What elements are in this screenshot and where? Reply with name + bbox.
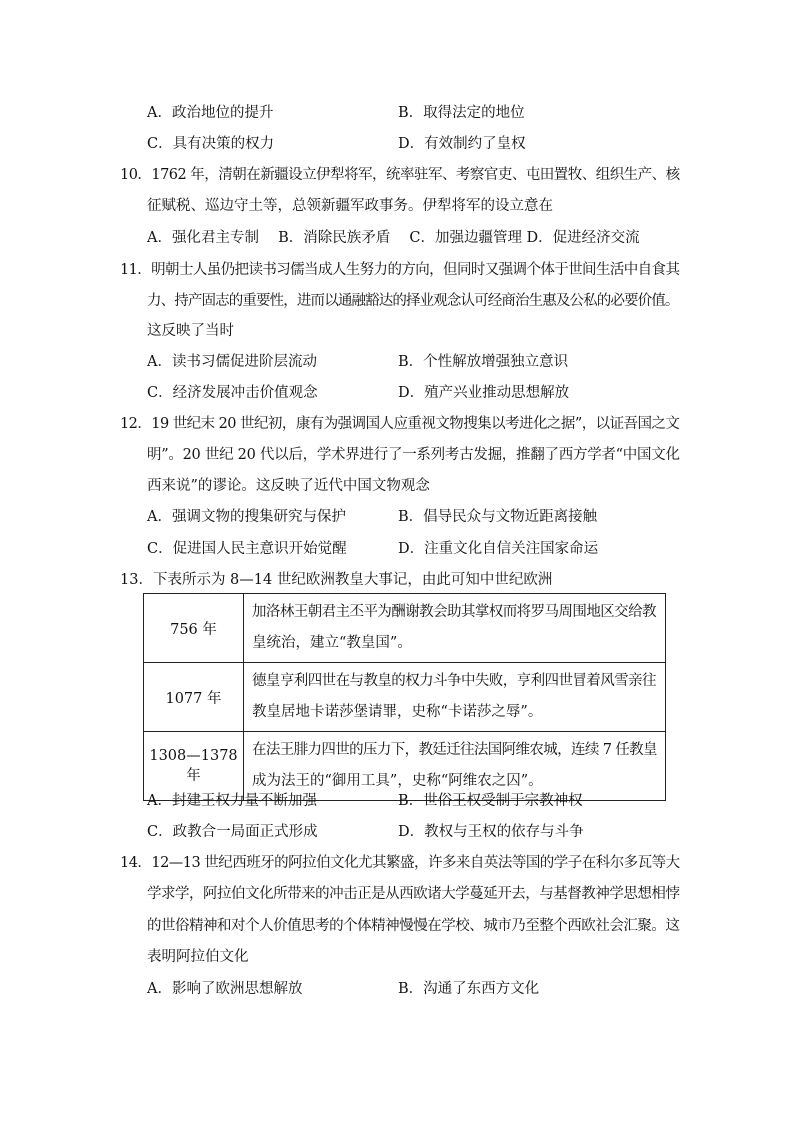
table-row xyxy=(144,594,666,663)
q9-option-a: A．政治地位的提升 xyxy=(147,105,274,121)
q11-option-d: D．殖产兴业推动思想解放 xyxy=(398,385,570,401)
q11-option-b: B．个性解放增强独立意识 xyxy=(398,354,569,370)
event-description-line: 加洛林王朝君主丕平为酬谢教会助其掌权而将罗马周围地区交给教 xyxy=(252,604,656,620)
q9-option-c: C．具有决策的权力 xyxy=(147,136,275,152)
q12-stem-line-3: 西来说”的谬论。这反映了近代中国文物观念 xyxy=(147,478,430,494)
event-description-line: 成为法王的“御用工具”，史称“阿维农之囚”。 xyxy=(252,773,543,789)
q14-stem-line-1: 14．12—13 世纪西班牙的阿拉伯文化尤其繁盛，许多来自英法等国的学子在科尔多瓦等大 xyxy=(120,855,680,871)
q10-stem-line-1: 10．1762 年，清朝在新疆设立伊犁将军，统率驻军、考察官吏、屯田置牧、组织生产、核 xyxy=(120,167,680,183)
event-description xyxy=(244,663,666,732)
event-year: 1077 年 xyxy=(144,663,244,732)
q11-option-c: C．经济发展冲击价值观念 xyxy=(147,385,318,401)
q13-option-d: D．教权与王权的依存与斗争 xyxy=(398,824,584,840)
q13-option-a: A．封建王权力量不断加强 xyxy=(147,793,317,809)
q11-stem-line-2: 力、持产固志的重要性，进而以通融豁达的择业观念认可经商治生惠及公私的必要价值。 xyxy=(147,293,679,309)
q12-option-a: A．强调文物的搜集研究与保护 xyxy=(147,509,346,525)
q11-stem-line-3: 这反映了当时 xyxy=(147,323,234,339)
q9-option-b: B．取得法定的地位 xyxy=(398,105,525,121)
q12-option-d: D．注重文化自信关注国家命运 xyxy=(398,541,599,557)
q14-stem-line-4: 表明阿拉伯文化 xyxy=(147,949,249,965)
q11-stem-line-1: 11．明朝士人虽仍把读书习儒当成人生努力的方向，但同时又强调个体于世间生活中自食其 xyxy=(120,262,680,278)
event-year: 756 年 xyxy=(144,594,244,663)
q13-stem-line-1: 13．下表所示为 8—14 世纪欧洲教皇大事记，由此可知中世纪欧洲 xyxy=(120,572,553,588)
pope-events-table xyxy=(143,593,666,801)
event-year: 1308—1378年 xyxy=(144,732,244,801)
q13-option-b: B．世俗王权受制于宗教神权 xyxy=(398,793,583,809)
q14-stem-line-3: 的世俗精神和对个人价值思考的个体精神慢慢在学校、城市乃至整个西欧社会汇聚。这 xyxy=(147,918,680,934)
table-row xyxy=(144,663,666,732)
q14-stem-line-2: 学求学，阿拉伯文化所带来的冲击正是从西欧诸大学蔓延开去，与基督教神学思想相悖 xyxy=(147,886,680,902)
q14-option-b: B．沟通了东西方文化 xyxy=(398,981,540,997)
event-description-line: 教皇居地卡诺莎堡请罪，史称“卡诺莎之辱”。 xyxy=(252,704,543,720)
q13-option-c: C．政教合一局面正式形成 xyxy=(147,824,318,840)
q12-stem-line-2: 明”。20 世纪 20 代以后，学术界进行了一系列考古发掘，推翻了西方学者“中国文化 xyxy=(147,447,680,463)
q10-stem-line-2: 征赋税、巡边守土等，总领新疆军政事务。伊犁将军的设立意在 xyxy=(147,198,553,214)
event-description xyxy=(244,594,666,663)
event-description-line: 在法王腓力四世的压力下，教廷迁往法国阿维农城，连续 7 任教皇 xyxy=(252,742,657,758)
q12-option-c: C．促进国人民主意识开始觉醒 xyxy=(147,541,347,557)
q11-option-a: A．读书习儒促进阶层流动 xyxy=(147,354,317,370)
q14-option-a: A．影响了欧洲思想解放 xyxy=(147,981,303,997)
event-description-line: 皇统治，建立“教皇国”。 xyxy=(252,635,412,651)
event-description-line: 德皇亨利四世在与教皇的权力斗争中失败，亨利四世冒着风雪亲往 xyxy=(252,673,656,689)
q9-option-d: D．有效制约了皇权 xyxy=(398,136,526,152)
q12-option-b: B．倡导民众与文物近距离接触 xyxy=(398,509,598,525)
q10-options: A．强化君主专制 B．消除民族矛盾 C．加强边疆管理 D．促进经济交流 xyxy=(147,230,640,246)
q12-stem-line-1: 12．19 世纪末 20 世纪初，康有为强调国人应重视文物搜集以考进化之据”，以证吾国之文 xyxy=(120,416,680,432)
